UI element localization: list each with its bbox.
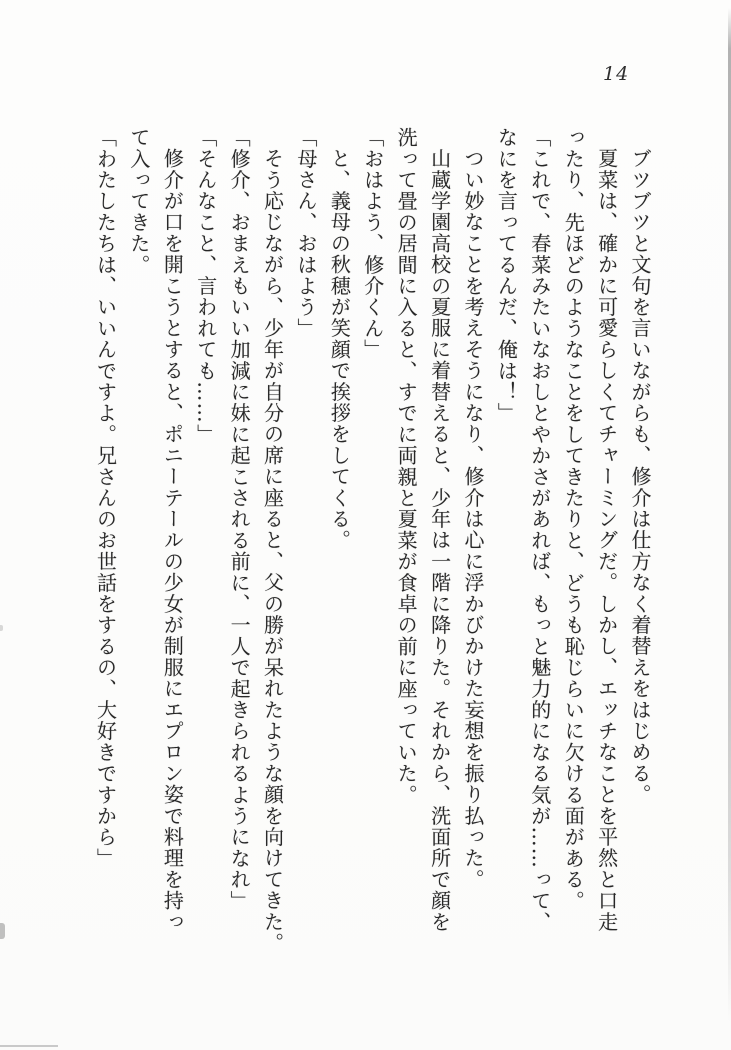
text-line: 夏菜は、確かに可愛らしくてチャーミングだ。しかし、エッチなことを平然と口走 — [594, 148, 619, 933]
text-line: ったり、先ほどのようなことをしてきたりと、どうも恥じらいに欠ける面がある。 — [561, 127, 586, 912]
text-block — [84, 127, 656, 972]
text-line: 「そんなこと、言われても……」 — [193, 127, 218, 445]
text-line: なにを言ってるんだ、俺は！」 — [494, 127, 519, 424]
text-line: そう応じながら、少年が自分の席に座ると、父の勝が呆れたような顔を向けてきた。 — [260, 148, 285, 954]
text-line: つい妙なことを考えそうになり、修介は心に浮かびかけた妄想を振り払った。 — [460, 148, 485, 890]
text-line: 山蔵学園高校の夏服に着替えると、少年は一階に降りた。それから、洗面所で顔を — [427, 148, 452, 933]
text-line: 「おはよう、修介くん」 — [360, 127, 385, 361]
text-line: 「修介、おまえもいい加減に妹に起こされる前に、一人で起きられるようになれ」 — [227, 127, 252, 912]
text-line: 「わたしたちは、いいんですよ。兄さんのお世話をするの、大好きですから」 — [93, 127, 118, 869]
text-line: ブツブツと文句を言いながらも、修介は仕方なく着替えをはじめる。 — [628, 148, 652, 806]
text-line: 洗って畳の居間に入ると、すでに両親と夏菜が食卓の前に座っていた。 — [394, 127, 419, 806]
text-line: 修介が口を開こうとすると、ポニーテールの少女が制服にエプロン姿で料理を持っ — [160, 148, 185, 933]
text-line: 「母さん、おはよう」 — [293, 127, 318, 339]
page-number: 14 — [603, 63, 630, 85]
scan-artifact-left-speck-small — [0, 625, 3, 631]
scan-artifact-left-speck — [0, 923, 5, 939]
scan-artifact-bottom-left — [0, 1045, 58, 1047]
text-line: て入ってきた。 — [126, 127, 151, 276]
text-line: 「これで、春菜みたいなおしとやかさがあれば、もっと魅力的になる気が……って、 — [527, 127, 552, 933]
text-line: と、義母の秋穂が笑顔で挨拶をしてくる。 — [327, 148, 352, 551]
